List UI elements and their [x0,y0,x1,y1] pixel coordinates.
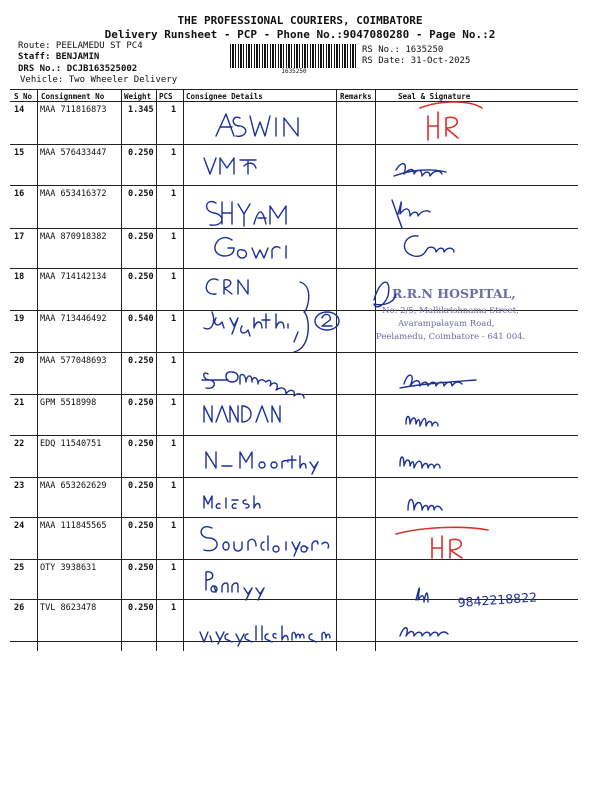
signature-scribble [400,375,476,388]
row-pieces: 1 [171,105,177,115]
col-consignee: Consignee Details [186,92,263,101]
signature-scribble [400,457,440,468]
row-weight: 0.250 [128,398,154,408]
drs-number: DRS No.: DCJB163525002 [18,64,138,74]
col-remarks: Remarks [340,92,372,101]
row-serial-number: 21 [14,398,25,408]
row-consignment-number: MAA 653262629 [40,481,107,491]
row-pieces: 1 [171,148,177,158]
consignee-handwriting [204,158,256,174]
bracket-mark [294,282,309,352]
company-name: THE PROFESSIONAL COURIERS, COIMBATORE [177,14,423,27]
row-serial-number: 23 [14,481,25,491]
consignee-handwriting [216,114,298,136]
staff: Staff: BENJAMIN [18,52,100,62]
row-serial-number: 26 [14,603,25,613]
col-signature: Seal & Signature [398,92,471,101]
row-serial-number: 22 [14,439,25,449]
consignee-handwriting [201,527,328,556]
row-pieces: 1 [171,232,177,242]
row-serial-number: 16 [14,189,25,199]
consignee-handwriting [206,572,264,600]
rs-date: RS Date: 31-Oct-2025 [362,56,471,66]
row-consignment-number: EDQ 11540751 [40,439,102,449]
consignee-handwriting [204,312,298,342]
row-consignment-number: MAA 870918382 [40,232,107,242]
row-consignment-number: MAA 577048693 [40,356,107,366]
circled-count-digit [322,314,332,326]
consignee-handwriting [204,496,260,508]
row-consignment-number: MAA 714142134 [40,272,107,282]
stamp-line-3: Peelamedu, Coimbatore - 641 004. [376,332,526,342]
row-weight: 0.250 [128,481,154,491]
barcode-label: 1635250 [281,68,307,75]
consignee-handwriting [200,626,330,646]
consignee-handwriting [215,238,286,258]
row-pieces: 1 [171,481,177,491]
row-pieces: 1 [171,356,177,366]
row-weight: 0.250 [128,521,154,531]
row-weight: 0.250 [128,272,154,282]
row-weight: 0.250 [128,356,154,366]
signature-scribble [400,628,448,636]
consignee-handwriting [202,372,304,398]
row-weight: 0.250 [128,148,154,158]
row-serial-number: 18 [14,272,25,282]
row-pieces: 1 [171,314,177,324]
row-weight: 1.345 [128,105,154,115]
row-consignment-number: MAA 713446492 [40,314,107,324]
row-pieces: 1 [171,189,177,199]
row-weight: 0.250 [128,189,154,199]
row-consignment-number: MAA 653416372 [40,189,107,199]
vehicle: Vehicle: Two Wheeler Delivery [20,75,178,85]
row-consignment-number: MAA 711816873 [40,105,107,115]
phone-note: 9842218822 [457,589,538,610]
signature-scribble [406,417,438,427]
signature-scribble [416,588,428,602]
runsheet-title: Delivery Runsheet - PCP - Phone No.:9047080280 - Page No.:2 [104,28,496,41]
row-consignment-number: MAA 111845565 [40,521,107,531]
signature-scribble [374,282,396,307]
row-consignment-number: GPM 5518998 [40,398,97,408]
signature-scribble [408,500,442,511]
row-consignment-number: OTY 3938631 [40,563,97,573]
row-pieces: 1 [171,439,177,449]
row-pieces: 1 [171,398,177,408]
hr-mark [396,527,488,558]
col-weight: Weight [124,92,152,101]
row-pieces: 1 [171,603,177,613]
row-weight: 0.540 [128,314,154,324]
rs-number: RS No.: 1635250 [362,45,444,55]
row-serial-number: 15 [14,148,25,158]
route: Route: PEELAMEDU ST PC4 [18,41,143,51]
row-consignment-number: MAA 576433447 [40,148,107,158]
row-serial-number: 25 [14,563,25,573]
signature-scribble [394,164,446,176]
row-weight: 0.250 [128,563,154,573]
row-serial-number: 19 [14,314,25,324]
consignee-handwriting [206,452,318,474]
row-weight: 0.250 [128,603,154,613]
stamp-line-2: Avarampalayam Road, [398,319,495,329]
hr-mark [420,102,482,140]
signature-scribble [404,236,454,256]
row-serial-number: 17 [14,232,25,242]
consignee-handwriting [206,279,248,294]
row-serial-number: 20 [14,356,25,366]
row-consignment-number: TVL 8623478 [40,603,97,613]
stamp-name: R.R.N HOSPITAL, [392,286,516,301]
col-consignment: Consignment No [41,92,105,101]
consignee-handwriting [204,406,280,422]
row-pieces: 1 [171,521,177,531]
row-serial-number: 14 [14,105,25,115]
row-serial-number: 24 [14,521,25,531]
signature-scribble [392,200,430,228]
row-pieces: 1 [171,563,177,573]
col-pcs: PCS [159,92,173,101]
row-weight: 0.250 [128,439,154,449]
row-weight: 0.250 [128,232,154,242]
col-sno: S No [14,92,33,101]
row-pieces: 1 [171,272,177,282]
stamp-line-1: No: 2/5, Mallikrishnama Street, [382,306,519,316]
consignee-handwriting [207,202,286,226]
